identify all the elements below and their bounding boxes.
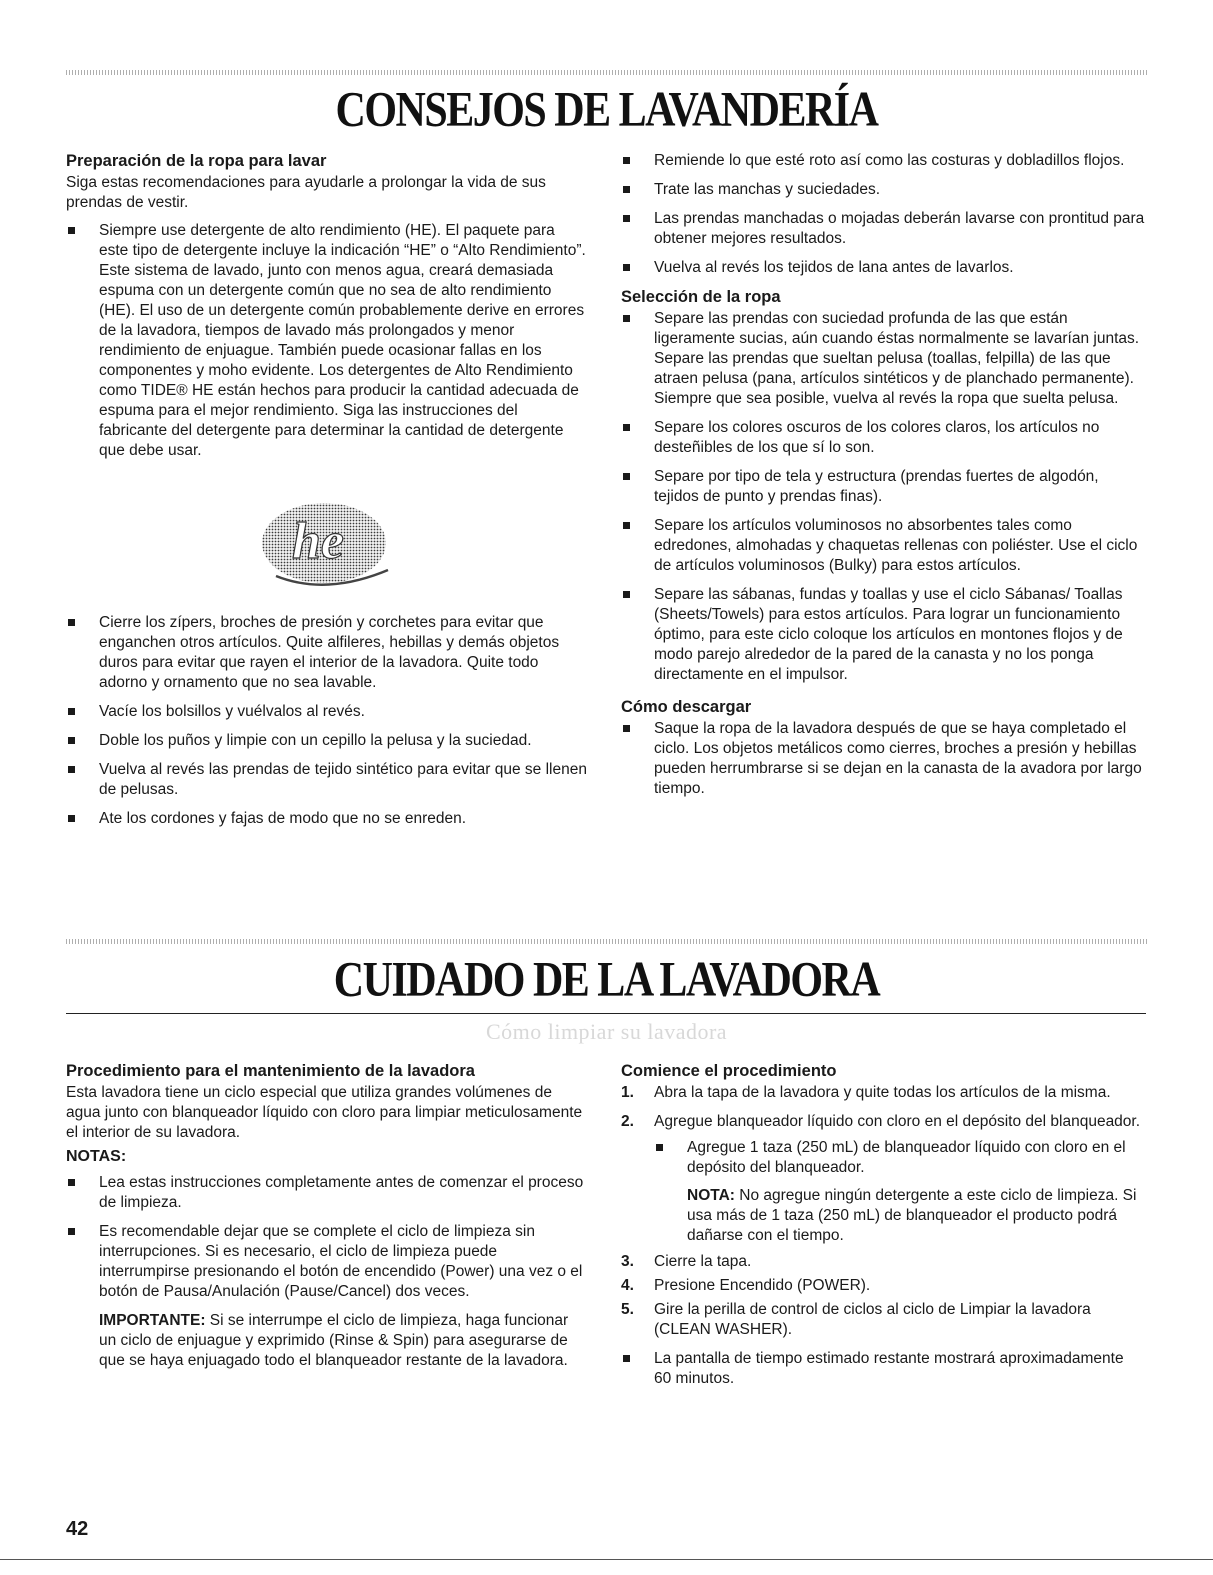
list-item: Lea estas instrucciones completamente antes de comenzar el proceso de limpieza. xyxy=(66,1173,588,1213)
list-item: Separe las prendas con suciedad profunda de las que están ligeramente sucias, aún cuando éstas normalmente se lavarían juntas. Separe las prendas que sueltan pelusa (toallas, felpilla) de las que atraen pelusa (pana, artículos sintéticos y de planchado permanente). Siempre que sea posible, vuelva al revés la ropa que suelta pelusa. xyxy=(621,309,1145,409)
note-label: NOTA: xyxy=(687,1187,735,1204)
notes-label: NOTAS: xyxy=(66,1148,127,1165)
list-item: Vuelva al revés los tejidos de lana antes de lavarlos. xyxy=(621,258,1145,278)
he-logo-icon xyxy=(256,498,396,598)
final-list xyxy=(621,1349,1145,1389)
section-title-washer-care: CUIDADO DE LA LAVADORA xyxy=(333,953,880,1008)
list-item: Doble los puños y limpie con un cepillo la pelusa y la suciedad. xyxy=(66,731,588,751)
important-note xyxy=(66,1311,588,1371)
cleaning-subtitle: Cómo limpiar su lavadora xyxy=(485,1019,728,1044)
procedure-column xyxy=(621,1061,1145,1398)
left-column-prep-cont xyxy=(66,613,588,838)
list-item: Separe las sábanas, fundas y toallas y use el ciclo Sábanas/ Toallas (Sheets/Towels) para estos artículos. Para lograr un funcionamiento óptimo, para este ciclo coloque los artículos en montones flojos y de modo parejo alrededor de la pared de la canasta y no los ponga directamente en el impulsor. xyxy=(621,585,1145,685)
list-item: Siempre use detergente de alto rendimiento (HE). El paquete para este tipo de detergente incluye la indicación “HE” o “Alto Rendimiento”. Este sistema de lavado, junto con menos agua, creará demasiada espuma con un detergente común que no sea de alto rendimiento (HE). El uso de un detergente común probablemente derive en errores de la lavadora, tiempos de lavado más prolongados y menor rendimiento de enjuague. También puede ocasionar fallas en los componentes y moho evidente. Los detergentes de Alto Rendimiento como TIDE® HE están hechos para producir la cantidad adecuada de espuma para el mejor rendimiento. Siga las instrucciones del fabricante del detergente para determinar la cantidad de detergente que debe usar. xyxy=(66,221,588,461)
list-item: Saque la ropa de la lavadora después de que se haya completado el ciclo. Los objetos metálicos como cierres, broches a presión y hebillas pueden herrumbrarse si se dejan en la canasta de la avadora por largo tiempo. xyxy=(621,719,1145,799)
step-item xyxy=(621,1300,1145,1340)
list-item: Las prendas manchadas o mojadas deberán lavarse con prontitud para obtener mejores resultados. xyxy=(621,209,1145,249)
list-item: Separe los colores oscuros de los colores claros, los artículos no desteñibles de los que sí lo son. xyxy=(621,418,1145,458)
list-item: Trate las manchas y suciedades. xyxy=(621,180,1145,200)
prep-list xyxy=(66,221,588,461)
list-item: Agregue 1 taza (250 mL) de blanqueador líquido con cloro en el depósito del blanqueador. xyxy=(654,1138,1145,1178)
list-item: Ate los cordones y fajas de modo que no se enreden. xyxy=(66,809,588,829)
step-text: Agregue blanqueador líquido con cloro en el depósito del blanqueador. xyxy=(654,1113,1141,1130)
procedure-steps xyxy=(621,1083,1145,1132)
step-item xyxy=(621,1112,1145,1132)
list-item: Separe por tipo de tela y estructura (prendas fuertes de algodón, tejidos de punto y prendas finas). xyxy=(621,467,1145,507)
step-item xyxy=(621,1083,1145,1103)
page-number: 42 xyxy=(66,1518,89,1540)
prep-list-2 xyxy=(66,613,588,829)
section-title-laundry-tips: CONSEJOS DE LAVANDERÍA xyxy=(335,83,878,138)
notes-list xyxy=(66,1173,588,1302)
section-divider xyxy=(66,1013,1146,1014)
list-item: Es recomendable dejar que se complete el ciclo de limpieza sin interrupciones. Si es necesario, el ciclo de limpieza puede interrumpirse presionando el botón de encendido (Power) una vez o el botón de Pausa/Anulación (Pause/Cancel) dos veces. xyxy=(66,1222,588,1302)
right-list xyxy=(621,151,1145,278)
step-number: 5. xyxy=(621,1301,634,1318)
step-text: Presione Encendido (POWER). xyxy=(654,1277,871,1294)
prep-intro: Siga estas recomendaciones para ayudarle a prolongar la vida de sus prendas de vestir. xyxy=(66,174,546,211)
step-number: 2. xyxy=(621,1113,634,1130)
selection-heading: Selección de la ropa xyxy=(621,288,781,306)
step-text: Abra la tapa de la lavadora y quite todas los artículos de la misma. xyxy=(654,1084,1111,1101)
note-text: No agregue ningún detergente a este ciclo de limpieza. Si usa más de 1 taza (250 mL) de blanqueador el producto podrá dañarse con el tiempo. xyxy=(687,1187,1137,1244)
footer-rule xyxy=(0,1559,1213,1560)
right-column-laundry xyxy=(621,151,1145,808)
step-item xyxy=(621,1276,1145,1296)
procedure-steps-cont xyxy=(621,1252,1145,1340)
selection-list xyxy=(621,309,1145,685)
maintenance-column xyxy=(66,1061,588,1371)
bleach-note xyxy=(621,1186,1145,1246)
list-item: Separe los artículos voluminosos no absorbentes tales como edredones, almohadas y chaquetas rellenas con poliéster. Use el ciclo de artículos voluminosos (Bulky) para estos artículos. xyxy=(621,516,1145,576)
step-number: 1. xyxy=(621,1084,634,1101)
unload-list xyxy=(621,719,1145,799)
he-logo-text: he xyxy=(292,513,344,570)
maintenance-heading: Procedimiento para el mantenimiento de la lavadora xyxy=(66,1062,475,1080)
list-item: Remiende lo que esté roto así como las costuras y dobladillos flojos. xyxy=(621,151,1145,171)
left-column-prep xyxy=(66,151,588,470)
middle-dotted-rule xyxy=(66,939,1148,944)
prep-heading: Preparación de la ropa para lavar xyxy=(66,152,327,170)
list-item: Vacíe los bolsillos y vuélvalos al revés. xyxy=(66,702,588,722)
step-text: Cierre la tapa. xyxy=(654,1253,752,1270)
unload-heading: Cómo descargar xyxy=(621,698,752,716)
list-item: La pantalla de tiempo estimado restante mostrará aproximadamente 60 minutos. xyxy=(621,1349,1145,1389)
list-item: Vuelva al revés las prendas de tejido sintético para evitar que se llenen de pelusas. xyxy=(66,760,588,800)
step2-sublist xyxy=(621,1138,1145,1178)
start-heading: Comience el procedimiento xyxy=(621,1062,837,1080)
step-text: Gire la perilla de control de ciclos al ciclo de Limpiar la lavadora (CLEAN WASHER). xyxy=(654,1301,1091,1338)
top-dotted-rule xyxy=(66,70,1148,75)
maintenance-intro: Esta lavadora tiene un ciclo especial que utiliza grandes volúmenes de agua junto con blanqueador líquido con cloro para limpiar meticulosamente el interior de su lavadora. xyxy=(66,1084,583,1141)
important-text: Si se interrumpe el ciclo de limpieza, haga funcionar un ciclo de enjuague y exprimido (Rinse & Spin) para asegurarse de que se haya enjuagado todo el blanqueador restante de la lavadora. xyxy=(99,1312,569,1369)
step-item xyxy=(621,1252,1145,1272)
list-item: Cierre los zípers, broches de presión y corchetes para evitar que enganchen otros artículos. Quite alfileres, hebillas y demás objetos duros para evitar que rayen el interior de la lavadora. Quite todo adorno y ornamento que no sea lavable. xyxy=(66,613,588,693)
step-number: 3. xyxy=(621,1253,634,1270)
important-label: IMPORTANTE: xyxy=(99,1312,206,1329)
step-number: 4. xyxy=(621,1277,634,1294)
